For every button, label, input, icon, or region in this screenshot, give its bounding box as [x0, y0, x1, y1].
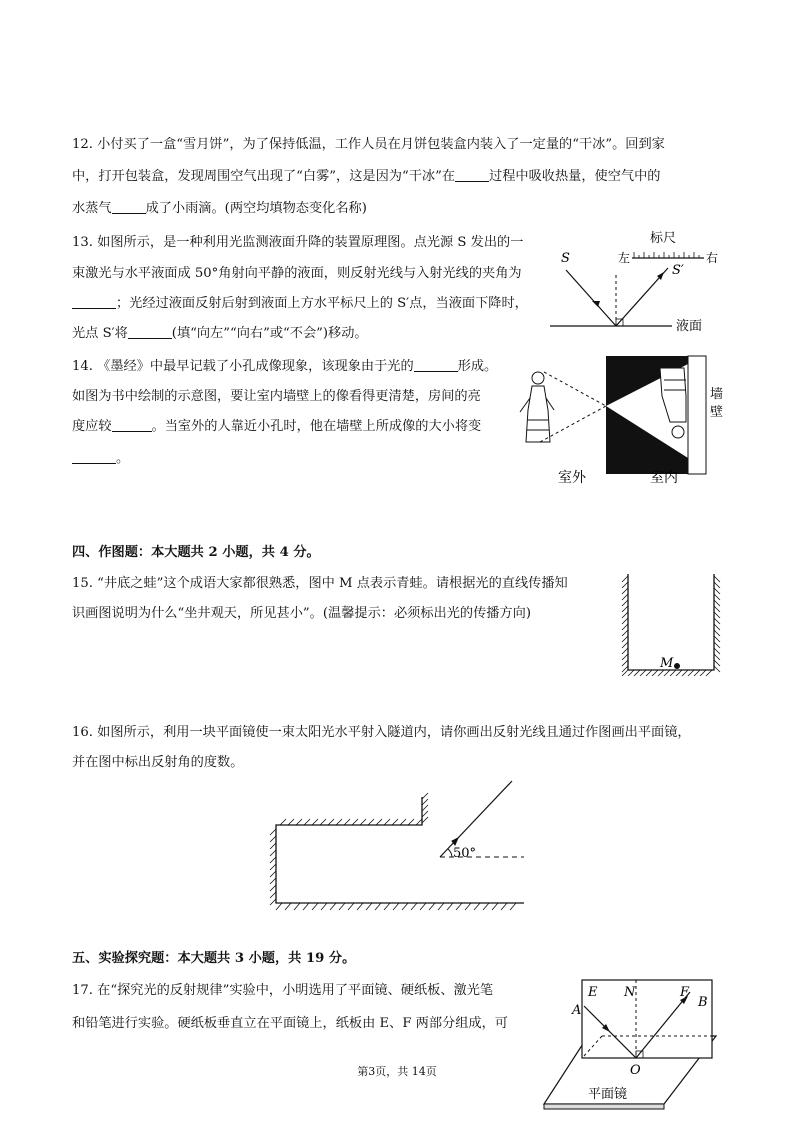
q14-line3: [72, 415, 481, 434]
mirror-label: 平面镜: [588, 1087, 628, 1102]
q15-line2: 识画图说明为什么“坐井观天，所见甚小”。(温馨提示：必须标出光的传播方向): [72, 606, 531, 621]
q14-blank2: [112, 419, 152, 432]
ruler-label: 标尺: [650, 231, 677, 246]
q14-line2: 如图为书中绘制的示意图，要让室内墙壁上的像看得更清楚，房间的亮: [72, 389, 481, 404]
q13-line4-b: (填“向左”“向右”或“不会”)移动。: [171, 326, 368, 341]
q14-line1: [72, 355, 497, 374]
label-a: A: [572, 1003, 582, 1018]
q12-blank2: [112, 201, 146, 214]
q16-line1: 16. 如图所示，利用一块平面镜使一束太阳光水平射入隧道内，请你画出反射光线且通过作图画出平面镜，: [72, 725, 691, 740]
q13-blank1: [72, 296, 116, 309]
label-f: F: [680, 985, 690, 1000]
light-ray-top: [544, 372, 606, 406]
q14-line4: [72, 447, 129, 466]
q12-line3-b: 成了小雨滴。(两空均填物态变化名称): [145, 201, 367, 216]
q15-well-figure: [614, 572, 724, 680]
q16-line2: 并在图中标出反射角的度数。: [72, 755, 244, 770]
q12-blank1: [455, 169, 489, 182]
section-4-heading: 四、作图题：本大题共 2 小题，共 4 分。: [72, 545, 320, 560]
q14-line3-b: 。当室外的人靠近小孔时，他在墙壁上所成像的大小将变: [151, 419, 482, 434]
q13-line3: [72, 292, 528, 311]
q13-line3-b: ；光经过液面反射后射到液面上方水平标尺上的 S′点，当液面下降时，: [116, 296, 528, 311]
q17-line1: 17. 在“探究光的反射规律”实验中，小明选用了平面镜、硬纸板、激光笔: [72, 983, 494, 998]
wall-label-1: 墙: [710, 387, 724, 402]
paperboard: [582, 980, 712, 1058]
frog-point: [674, 663, 680, 669]
mirror-edge: [544, 1104, 664, 1109]
q13-line4: [72, 322, 368, 341]
source-s-label: S: [561, 251, 570, 266]
incident-ray: [566, 270, 616, 326]
q14-line4-b: 。: [116, 451, 130, 466]
q12-line2: [72, 165, 660, 184]
q17-experiment-figure: [540, 976, 726, 1110]
point-s-prime-label: S′: [672, 263, 684, 278]
ruler-ticks: [634, 252, 699, 258]
q13-line1: 13. 如图所示，是一种利用光监测液面升降的装置原理图。点光源 S 发出的一: [72, 235, 524, 250]
q13-line4-a: 光点 S′将: [72, 326, 128, 341]
inside-label: 室内: [650, 470, 678, 486]
outside-person-figure: [520, 372, 554, 442]
q14-line1-a: 14. 《墨经》中最早记载了小孔成像现象，该现象由于光的: [72, 359, 414, 374]
q14-line1-b: 形成。: [457, 359, 498, 374]
q15-line1: 15. “井底之蛙”这个成语大家都很熟悉，图中 M 点表示青蛙。请根据光的直线传播知: [72, 576, 568, 591]
label-o: O: [630, 1063, 641, 1078]
label-n: N: [624, 985, 636, 1000]
q12-line2-b: 过程中吸收热量，使空气中的: [489, 169, 661, 184]
q17-line2: 和铅笔进行实验。硬纸板垂直立在平面镜上，纸板由 E、F 两部分组成，可: [72, 1016, 508, 1031]
q12-line1: 12. 小付买了一盒“雪月饼”，为了保持低温，工作人员在月饼包装盒内装入了一定量的“干冰”。回到家: [72, 137, 665, 152]
tunnel-walls: [276, 797, 524, 903]
q14-figure: [510, 350, 730, 490]
q16-tunnel-figure: [262, 775, 532, 920]
q14-line3-a: 度应较: [72, 419, 112, 434]
angle-50-label: 50°: [453, 846, 477, 861]
angle-arc: [448, 849, 452, 857]
q13-line2: 束激光与水平液面成 50°角射向平静的液面，则反射光线与入射光线的夹角为: [72, 266, 522, 281]
q14-blank3: [72, 451, 116, 464]
outside-label: 室外: [558, 470, 586, 486]
label-e: E: [588, 985, 598, 1000]
q12-line3: [72, 197, 367, 216]
q14-blank1: [414, 359, 458, 372]
liquid-surface-label: 液面: [676, 319, 703, 334]
tunnel-hatching: [270, 793, 516, 910]
ruler-right-label: 右: [706, 251, 719, 265]
frog-m-label: M: [660, 656, 674, 671]
q13-figure: [548, 228, 728, 338]
wall-label-2: 壁: [710, 405, 724, 420]
q12-line2-a: 中，打开包装盒，发现周围空气出现了“白雾”，这是因为“干冰”在: [72, 169, 456, 184]
label-b: B: [698, 995, 708, 1010]
page-footer: 第3页，共 14页: [357, 1065, 437, 1078]
q12-line3-a: 水蒸气: [72, 201, 112, 216]
q13-blank2: [128, 326, 172, 339]
section-5-heading: 五、实验探究题：本大题共 3 小题，共 19 分。: [72, 951, 356, 966]
wall: [688, 356, 706, 474]
ruler-left-label: 左: [618, 251, 631, 265]
